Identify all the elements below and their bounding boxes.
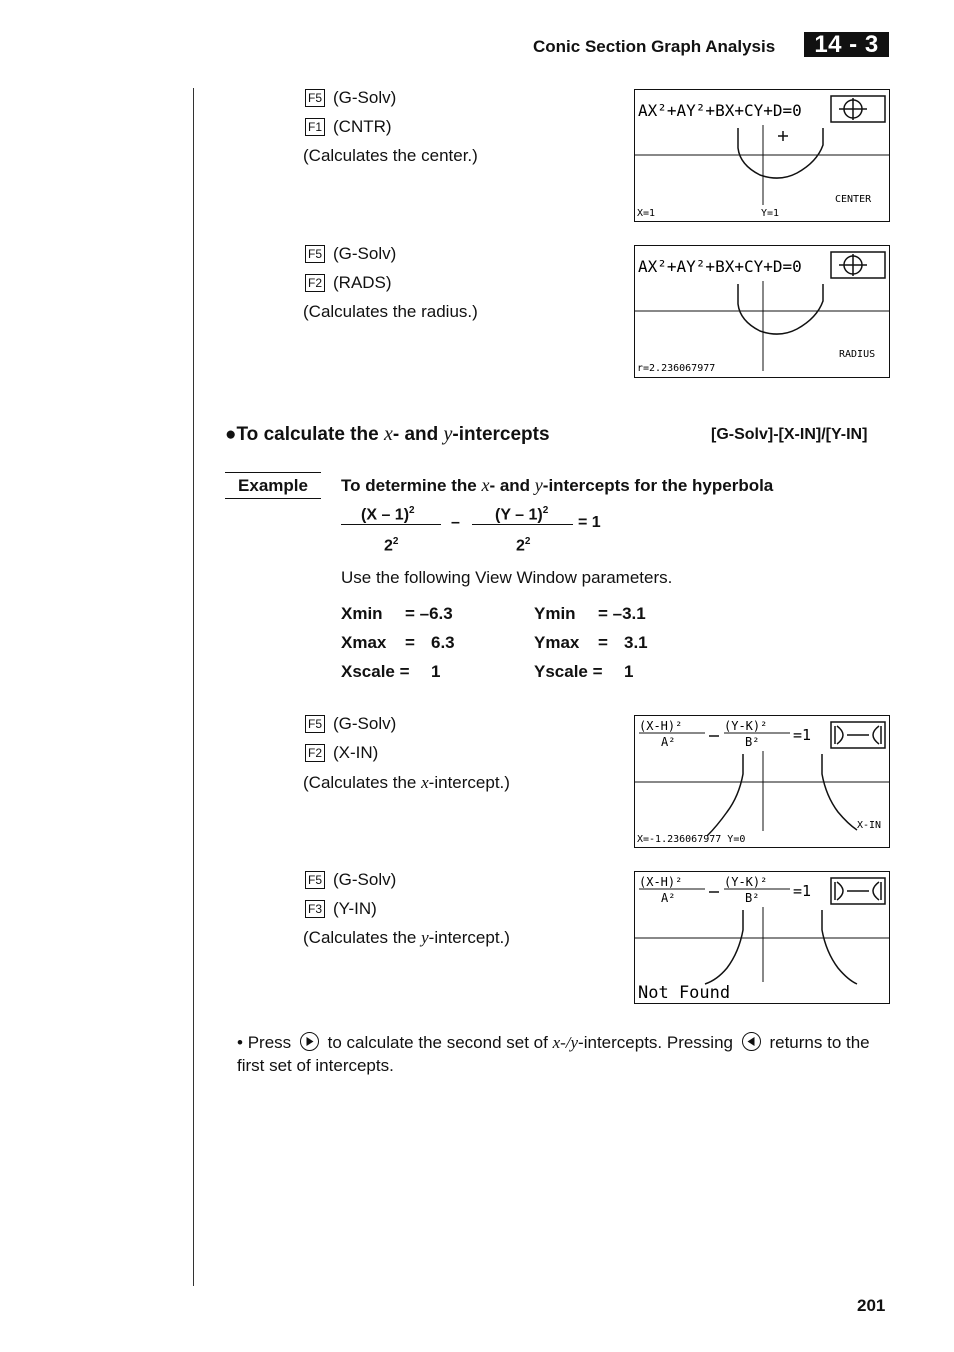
screen-equation: AX²+AY²+BX+CY+D=0	[638, 257, 802, 276]
screen-readout: Not Found	[638, 983, 731, 1003]
equals-one: = 1	[578, 514, 601, 531]
eq-den2: B²	[745, 735, 760, 749]
frac-text: (X – 1)	[361, 506, 410, 524]
screen-readout-x: X=1	[637, 208, 656, 219]
note-text: Press	[247, 1033, 292, 1052]
xmin-value: = –6.3	[405, 604, 453, 623]
command-sequence: [G-Solv]-[X-IN]/[Y-IN]	[711, 426, 868, 443]
yscale-label: Yscale =	[534, 662, 603, 681]
fraction2-bar	[472, 524, 573, 525]
example-text	[341, 475, 773, 496]
ymin-label: Ymin	[534, 604, 576, 623]
example-var-y: y	[534, 475, 543, 495]
right-arrow-key-icon	[300, 1032, 319, 1051]
step-label: (G-Solv)	[333, 714, 397, 733]
screen-mode: CENTER	[835, 194, 872, 205]
center-note: (Calculates the center.)	[303, 146, 478, 165]
xmax-eq: =	[405, 633, 415, 652]
radius-screen	[634, 245, 890, 378]
xmax-value: 6.3	[431, 633, 455, 652]
step-cntr	[305, 117, 392, 137]
xscale-value: 1	[431, 662, 441, 681]
frac-text: 2	[516, 537, 525, 555]
eq-num2: (Y-K)²	[724, 719, 768, 733]
bullet-mark: •	[237, 1033, 243, 1052]
page-number: 201	[857, 1296, 886, 1315]
fraction1-numerator	[361, 505, 415, 524]
f3-key-icon: F3	[305, 900, 325, 918]
screen-mode: RADIUS	[839, 349, 876, 360]
eq-num1: (X-H)²	[639, 719, 683, 733]
f2-key-icon: F2	[305, 274, 325, 292]
ymax-value: 3.1	[624, 633, 648, 652]
eq-den1: A²	[661, 891, 676, 905]
yscale-value: 1	[624, 662, 634, 681]
step-label: (X-IN)	[333, 743, 379, 762]
eq-num1: (X-H)²	[639, 875, 683, 889]
f1-key-icon: F1	[305, 118, 325, 136]
step-gsolv	[305, 870, 396, 890]
radius-note: (Calculates the radius.)	[303, 302, 478, 321]
eq-den1: A²	[661, 735, 676, 749]
xscale-label: Xscale =	[341, 662, 410, 681]
step-label: (Y-IN)	[333, 899, 377, 918]
example-text-part: -intercepts for the hyperbola	[542, 476, 774, 495]
example-text-part: To determine the	[341, 476, 482, 495]
note-text: returns to the first set of intercepts.	[237, 1033, 870, 1075]
screen-readout-y: Y=1	[761, 208, 780, 219]
note-text: -intercept.)	[428, 773, 510, 792]
step-gsolv	[305, 244, 396, 264]
step-label: (G-Solv)	[333, 244, 397, 263]
yin-note	[303, 928, 510, 948]
example-text-part: - and	[489, 476, 535, 495]
step-yin	[305, 899, 377, 919]
f5-key-icon: F5	[305, 89, 325, 107]
yin-screen	[634, 871, 890, 1004]
note-var: y	[421, 928, 429, 947]
heading-text: - and	[392, 424, 444, 445]
step-label: (G-Solv)	[333, 88, 397, 107]
eq-num2: (Y-K)²	[724, 875, 768, 889]
note-text: to calculate the second set of	[327, 1033, 548, 1052]
screen-mode: X-IN	[857, 820, 882, 831]
step-label: (RADS)	[333, 273, 392, 292]
note-text: (Calculates the	[303, 928, 422, 947]
note-var: x	[421, 773, 429, 792]
fraction2-numerator	[495, 505, 548, 524]
f5-key-icon: F5	[305, 715, 325, 733]
frac-exp: 2	[542, 505, 549, 516]
xmax-label: Xmax	[341, 633, 387, 652]
screen-readout: X=-1.236067977 Y=0	[637, 834, 746, 845]
fraction2-denominator	[516, 536, 530, 555]
xmin-label: Xmin	[341, 604, 383, 623]
center-screen	[634, 89, 890, 222]
example-label: Example	[225, 472, 321, 499]
bullet-note	[237, 1031, 889, 1077]
screen-readout: r=2.236067977	[637, 363, 716, 374]
xin-note	[303, 773, 510, 793]
section-number-badge: 14 - 3	[804, 32, 889, 57]
fraction1-bar	[341, 524, 441, 525]
heading-var-y: y	[443, 423, 453, 445]
heading-text: To calculate the	[236, 424, 384, 445]
step-gsolv	[305, 714, 396, 734]
example-var-x: x	[481, 475, 490, 495]
margin-rule	[193, 88, 194, 1286]
frac-exp: 2	[524, 536, 531, 547]
fraction1-denominator	[384, 536, 398, 555]
heading-bullet: ●	[225, 424, 237, 445]
step-label: (G-Solv)	[333, 870, 397, 889]
view-window-intro: Use the following View Window parameters.	[341, 568, 673, 587]
xin-screen	[634, 715, 890, 848]
eq-rhs: =1	[793, 882, 812, 900]
ymax-label: Ymax	[534, 633, 580, 652]
f2-key-icon: F2	[305, 744, 325, 762]
f5-key-icon: F5	[305, 245, 325, 263]
note-text: -intercept.)	[428, 928, 510, 947]
heading-text: -intercepts	[452, 424, 550, 445]
minus-sign: –	[451, 514, 460, 531]
step-xin	[305, 743, 378, 763]
frac-exp: 2	[392, 536, 399, 547]
frac-text: 2	[384, 537, 393, 555]
frac-text: (Y – 1)	[495, 506, 543, 524]
ymax-eq: =	[598, 633, 608, 652]
intercepts-heading	[225, 423, 550, 446]
frac-exp: 2	[409, 505, 415, 516]
note-var: x-/y	[552, 1033, 579, 1052]
ymin-value: = –3.1	[598, 604, 646, 623]
f5-key-icon: F5	[305, 871, 325, 889]
screen-equation: AX²+AY²+BX+CY+D=0	[638, 101, 802, 120]
left-arrow-key-icon	[742, 1032, 761, 1051]
note-text: (Calculates the	[303, 773, 422, 792]
step-label: (CNTR)	[333, 117, 392, 136]
running-header-title: Conic Section Graph Analysis	[533, 37, 776, 56]
eq-rhs: =1	[793, 726, 812, 744]
eq-den2: B²	[745, 891, 760, 905]
step-rads	[305, 273, 392, 293]
step-gsolv	[305, 88, 396, 108]
note-text: -intercepts. Pressing	[578, 1033, 733, 1052]
heading-var-x: x	[383, 423, 393, 445]
